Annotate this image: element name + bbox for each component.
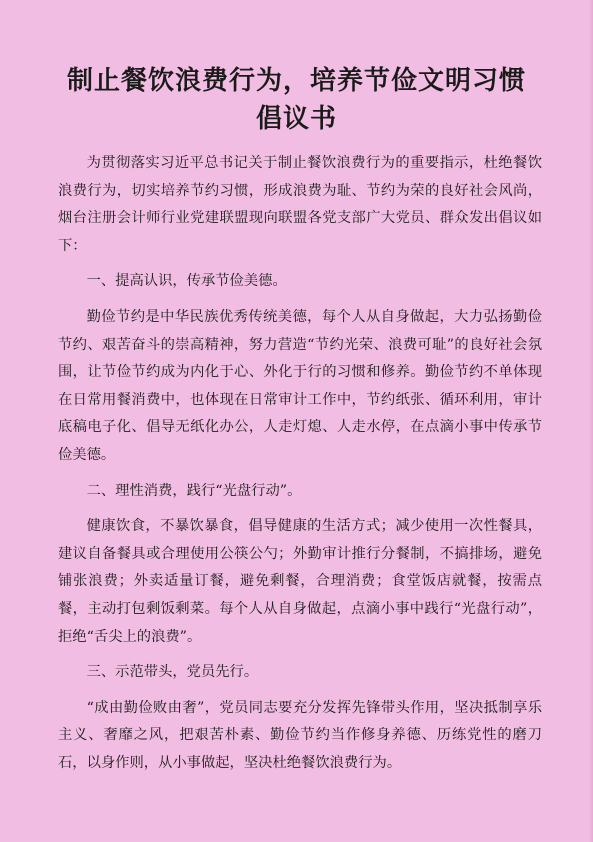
section3-paragraph: “成由勤俭败由奢”，党员同志要充分发挥先锋带头作用，坚决抵制享乐主义、奢靡之风，把艰苦朴素、勤俭节约当作修身养德、历练党性的磨刀石，以身作则，从小事做起，坚决杜绝餐饮浪费行为。	[58, 699, 542, 771]
paper-edge-shadow	[589, 0, 593, 842]
document-title-line2: 倡议书	[255, 104, 337, 134]
section3-heading: 三、示范带头，党员先行。	[86, 664, 259, 681]
section2-heading: 二、理性消费，践行“光盘行动”。	[86, 482, 302, 499]
intro-paragraph: 为贯彻落实习近平总书记关于制止餐饮浪费行为的重要指示，杜绝餐饮浪费行为，切实培养节约习惯，形成浪费为耻、节约为荣的良好社会风尚，烟台注册会计师行业党建联盟现向联盟各党支部广大党员、群众发出倡议如下：	[58, 155, 542, 254]
document-title-line1: 制止餐饮浪费行为，培养节俭文明习惯	[66, 66, 526, 96]
document-body	[58, 150, 542, 785]
section2-paragraph: 健康饮食，不暴饮暴食，倡导健康的生活方式；减少使用一次性餐具，建议自备餐具或合理使用公筷公勺；外勤审计推行分餐制，不搞排场，避免铺张浪费；外卖适量订餐，避免剩餐，合理消费；食堂饭店就餐，按需点餐，主动打包剩饭剩菜。每个人从自身做起，点滴小事中践行“光盘行动”，拒绝“舌尖上的浪费”。	[58, 518, 542, 645]
section1-heading: 一、提高认识，传承节俭美德。	[86, 273, 287, 290]
section1-paragraph: 勤俭节约是中华民族优秀传统美德，每个人从自身做起，大力弘扬勤俭节约、艰苦奋斗的崇高精神，努力营造“节约光荣、浪费可耻”的良好社会氛围，让节俭节约成为内化于心、外化于行的习惯和修养。勤俭节约不单体现在日常用餐消费中，也体现在日常审计工作中，节约纸张、循环利用，审计底稿电子化、倡导无纸化办公，人走灯熄、人走水停，在点滴小事中传承节俭美德。	[58, 308, 542, 463]
